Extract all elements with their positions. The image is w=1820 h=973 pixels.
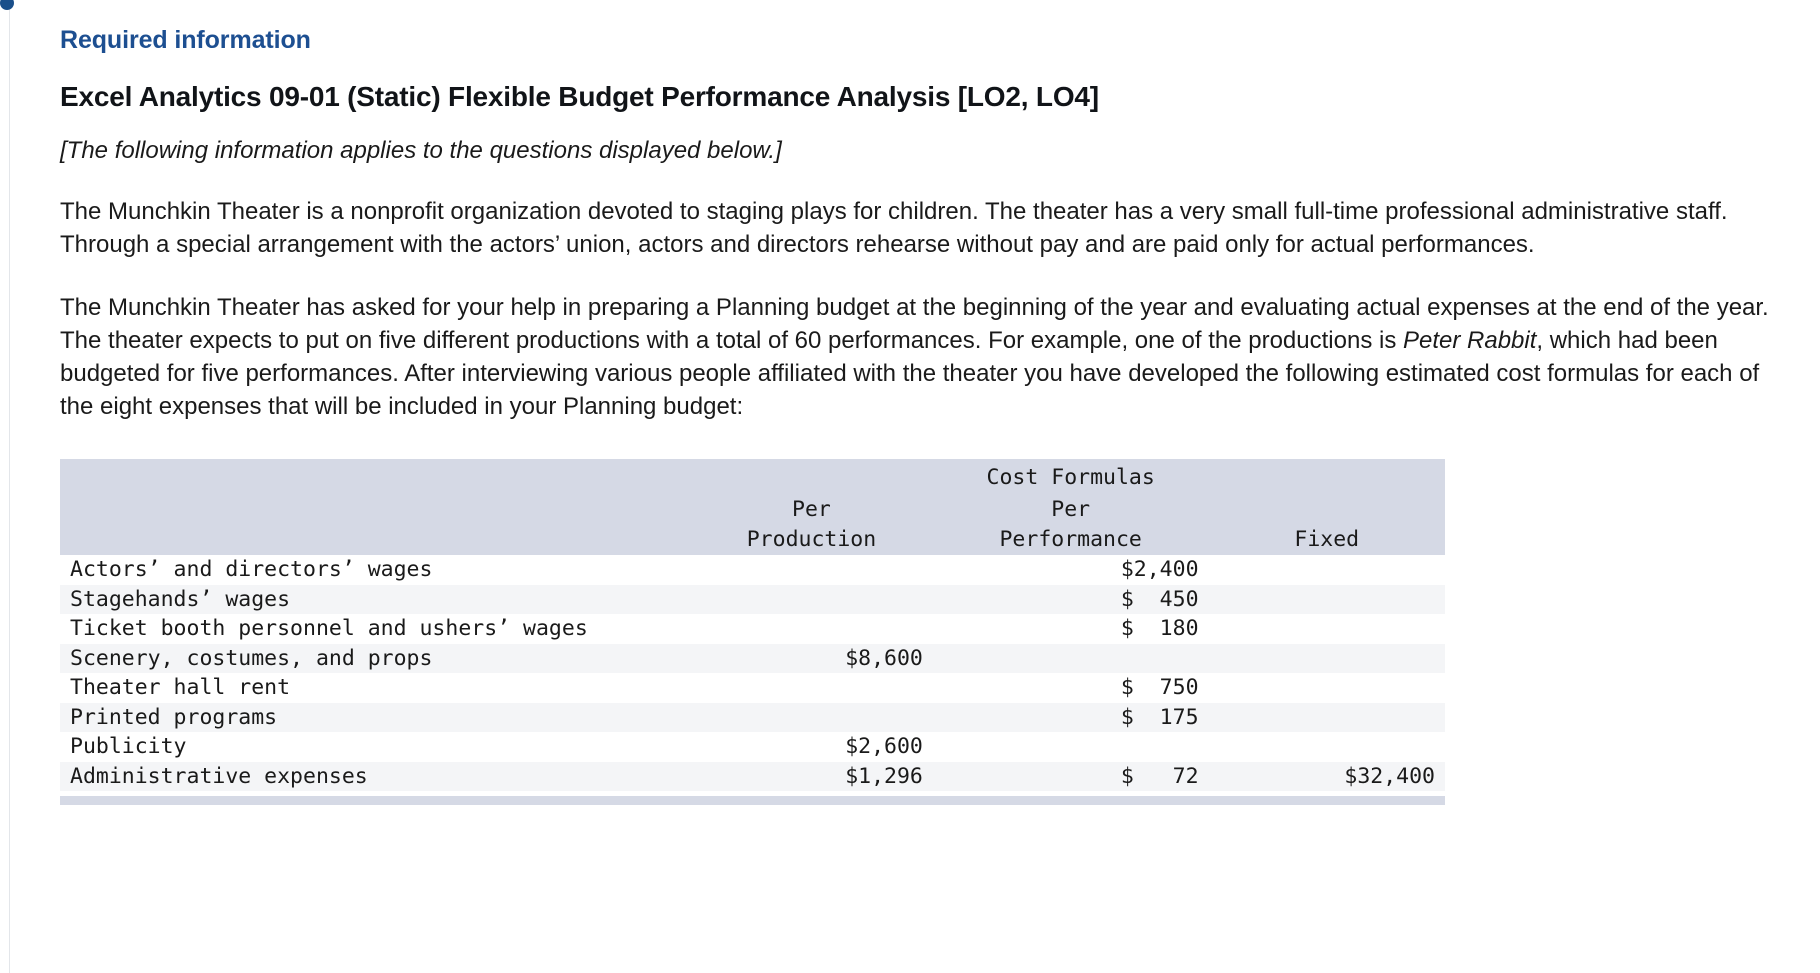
table-row bbox=[60, 614, 1445, 644]
table-row bbox=[60, 644, 1445, 674]
header-blank-cell-3 bbox=[1209, 459, 1445, 495]
question-content bbox=[60, 26, 1800, 805]
paragraph-background: The Munchkin Theater is a nonprofit organization devoted to staging plays for children. The theater has a very small full-time professional administrative staff. Through a special arrangement with the actors’ union, actors and directors rehearse without pay and are paid only for actual performances. bbox=[60, 198, 1728, 258]
row-per-production bbox=[690, 614, 933, 644]
page-title: Excel Analytics 09-01 (Static) Flexible Budget Performance Analysis [LO2, LO4] bbox=[60, 81, 1099, 112]
table-header-line1-row bbox=[60, 495, 1445, 525]
row-per-performance: $2,400 bbox=[933, 555, 1209, 585]
table-header-line2-row bbox=[60, 525, 1445, 555]
header-col1-line1: Per bbox=[690, 495, 933, 525]
row-fixed bbox=[1209, 614, 1445, 644]
row-per-performance bbox=[933, 644, 1209, 674]
row-fixed bbox=[1209, 585, 1445, 615]
scroll-handle-icon[interactable] bbox=[0, 0, 14, 10]
row-label: Administrative expenses bbox=[60, 762, 690, 792]
row-fixed: $32,400 bbox=[1209, 762, 1445, 792]
table-body bbox=[60, 555, 1445, 791]
table-row bbox=[60, 555, 1445, 585]
row-fixed bbox=[1209, 732, 1445, 762]
header-blank-cell-2 bbox=[690, 459, 933, 495]
row-per-performance: $ 450 bbox=[933, 585, 1209, 615]
row-label: Printed programs bbox=[60, 703, 690, 733]
row-label: Publicity bbox=[60, 732, 690, 762]
row-per-performance: $ 750 bbox=[933, 673, 1209, 703]
applies-to-note: [The following information applies to the questions displayed below.] bbox=[60, 137, 782, 164]
header-col0-line2 bbox=[60, 525, 690, 555]
table-row bbox=[60, 703, 1445, 733]
row-per-performance bbox=[933, 732, 1209, 762]
row-per-performance: $ 175 bbox=[933, 703, 1209, 733]
row-per-production bbox=[690, 585, 933, 615]
header-col2-line2: Performance bbox=[933, 525, 1209, 555]
header-col0-line1 bbox=[60, 495, 690, 525]
required-information-label: Required information bbox=[60, 26, 311, 54]
row-label: Stagehands’ wages bbox=[60, 585, 690, 615]
table-footer-bar bbox=[60, 796, 1445, 805]
paragraph-task bbox=[60, 291, 1785, 423]
header-col2-line1: Per bbox=[933, 495, 1209, 525]
row-per-production: $1,296 bbox=[690, 762, 933, 792]
table-header bbox=[60, 459, 1445, 555]
cost-formulas-table bbox=[60, 459, 1445, 791]
row-label: Ticket booth personnel and ushers’ wages bbox=[60, 614, 690, 644]
header-cost-formulas: Cost Formulas bbox=[933, 459, 1209, 495]
row-fixed bbox=[1209, 644, 1445, 674]
left-panel-edge bbox=[0, 0, 10, 973]
table-row bbox=[60, 585, 1445, 615]
header-col3-line2: Fixed bbox=[1209, 525, 1445, 555]
row-fixed bbox=[1209, 555, 1445, 585]
row-per-performance: $ 180 bbox=[933, 614, 1209, 644]
row-label: Theater hall rent bbox=[60, 673, 690, 703]
row-per-production bbox=[690, 555, 933, 585]
paragraph-task-part2: , which had been budgeted for five performances. After interviewing various people affiliated with the theater you have developed the following estimated cost formulas for each of the eight expenses that will be included in your Planning budget: bbox=[60, 327, 1760, 420]
header-col1-line2: Production bbox=[690, 525, 933, 555]
table-header-group-row bbox=[60, 459, 1445, 495]
paragraph-task-part1: The Munchkin Theater has asked for your help in preparing a Planning budget at the beginning of the year and evaluating actual expenses at the end of the year. The theater expects to put on five different productions with a total of 60 performances. For example, one of the productions is bbox=[60, 294, 1769, 354]
row-per-performance: $ 72 bbox=[933, 762, 1209, 792]
header-col3-line1 bbox=[1209, 495, 1445, 525]
table-row bbox=[60, 673, 1445, 703]
row-fixed bbox=[1209, 703, 1445, 733]
cost-formulas-table-wrap bbox=[60, 459, 1445, 805]
row-label: Scenery, costumes, and props bbox=[60, 644, 690, 674]
table-row bbox=[60, 732, 1445, 762]
row-fixed bbox=[1209, 673, 1445, 703]
header-blank-cell bbox=[60, 459, 690, 495]
row-per-production: $8,600 bbox=[690, 644, 933, 674]
row-per-production: $2,600 bbox=[690, 732, 933, 762]
production-name: Peter Rabbit bbox=[1402, 327, 1537, 354]
row-label: Actors’ and directors’ wages bbox=[60, 555, 690, 585]
row-per-production bbox=[690, 703, 933, 733]
row-per-production bbox=[690, 673, 933, 703]
table-row bbox=[60, 762, 1445, 792]
